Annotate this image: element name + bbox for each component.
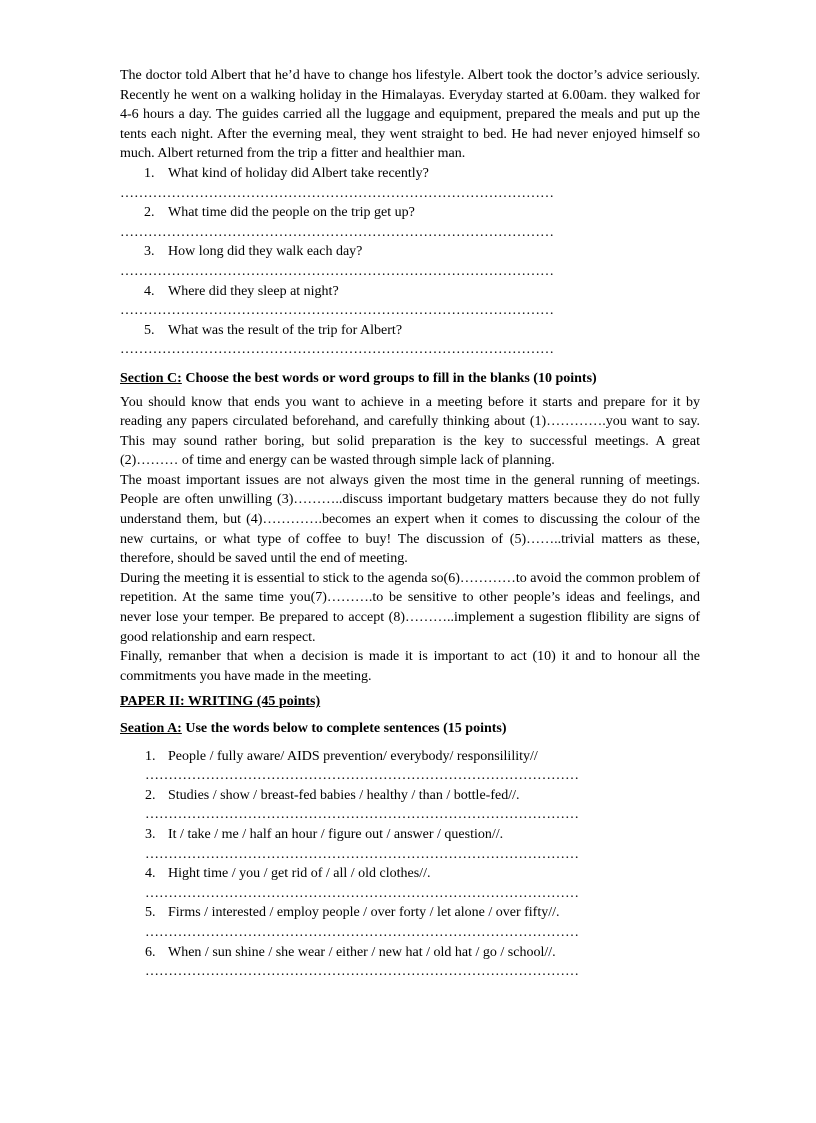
section-c-heading <box>120 369 700 389</box>
question-text: How long did they walk each day? <box>168 244 363 260</box>
writing-item <box>120 903 700 923</box>
writing-item <box>120 747 700 767</box>
item-prompt: Firms / interested / employ people / over forty / let alone / over fifty//. <box>168 905 560 921</box>
reading-passage: The doctor told Albert that he’d have to change hos lifestyle. Albert took the doctor’s advice seriously. Recently he went on a walking holiday in the Himalayas. Everyday started at 6.00am. they walked for 4-6 hours a day. The guides carried all the luggage and equipment, prepared the meals and put up the tents each night. After the everning meal, they went straight to bed. He had never enjoyed himself so much. Albert returned from the trip a fitter and healthier man. <box>120 68 700 162</box>
cloze-paragraph: Finally, remanber that when a decision is made it is important to act (10) it and to honour all the commitments you have made in the meeting. <box>120 649 700 684</box>
answer-line[interactable]: ………………………………………………………………………………… <box>120 185 554 201</box>
section-c-title: Choose the best words or word groups to fill in the blanks (10 points) <box>181 370 597 386</box>
item-number: 1. <box>145 748 156 764</box>
question-text: What was the result of the trip for Albert? <box>168 322 403 338</box>
answer-line[interactable]: ………………………………………………………………………………… <box>120 224 554 240</box>
section-a-title: Use the words below to complete sentences (15 points) <box>181 721 507 736</box>
item-prompt: It / take / me / half an hour / figure out / answer / question//. <box>168 826 504 842</box>
paper2-heading <box>120 692 700 712</box>
question-number: 4. <box>144 283 155 299</box>
item-prompt: People / fully aware/ AIDS prevention/ everybody/ responsilility// <box>168 748 538 764</box>
writing-item <box>120 943 700 963</box>
question-item <box>120 242 700 262</box>
item-number: 4. <box>145 866 156 882</box>
item-number: 5. <box>145 905 156 921</box>
writing-item <box>120 864 700 884</box>
answer-line[interactable]: ………………………………………………………………………………… <box>145 768 579 784</box>
item-number: 2. <box>145 787 156 803</box>
answer-line[interactable]: ………………………………………………………………………………… <box>120 263 554 279</box>
writing-item <box>120 825 700 845</box>
section-a-heading <box>120 719 700 739</box>
item-prompt: Studies / show / breast-fed babies / healthy / than / bottle-fed//. <box>168 787 520 803</box>
item-prompt: Hight time / you / get rid of / all / old clothes//. <box>168 866 431 882</box>
answer-line[interactable]: ………………………………………………………………………………… <box>145 846 579 862</box>
question-item <box>120 164 700 184</box>
question-item <box>120 282 700 302</box>
answer-line[interactable]: ………………………………………………………………………………… <box>145 807 579 823</box>
item-number: 3. <box>145 826 156 842</box>
item-number: 6. <box>145 944 156 960</box>
question-text: What time did the people on the trip get up? <box>168 205 415 221</box>
cloze-paragraph: During the meeting it is essential to stick to the agenda so(6)…………to avoid the common problem of repetition. At the same time you(7)……….to be sensitive to other people’s ideas and feelings, and never lose your temper. Be prepared to accept (8)………..implement a sugestion flibility are signs of good relationship and earn respect. <box>120 570 700 645</box>
question-number: 3. <box>144 244 155 260</box>
cloze-paragraph: You should know that ends you want to achieve in a meeting before it starts and prepare for it by reading any papers circulated beforehand, and carefully thinking about (1)………….you want to say. This may sound rather boring, but solid preparation is the key to successful meetings. A great (2)……… of time and energy can be wasted through simple lack of planning. <box>120 394 700 469</box>
question-item <box>120 321 700 341</box>
answer-line[interactable]: ………………………………………………………………………………… <box>145 924 579 940</box>
reading-questions <box>120 164 700 360</box>
writing-item <box>120 786 700 806</box>
question-text: What kind of holiday did Albert take recently? <box>168 165 429 181</box>
answer-line[interactable]: ………………………………………………………………………………… <box>120 303 554 319</box>
section-a-label: Seation A: <box>120 721 182 736</box>
item-prompt: When / sun shine / she wear / either / new hat / old hat / go / school//. <box>168 944 556 960</box>
cloze-paragraph: The moast important issues are not always given the most time in the general running of meetings. People are often unwilling (3)………..discuss important budgetary matters because they do not fully understand them, but (4)………….becomes an expert when it comes to discussing the colour of the new curtains, or what type of coffee to buy! The discussion of (5)……..trivial matters as these, therefore, should be saved until the end of meeting. <box>120 472 700 567</box>
cloze-passage <box>120 393 700 687</box>
question-number: 2. <box>144 205 155 221</box>
question-number: 5. <box>144 322 155 338</box>
section-c-label: Section C: <box>120 370 182 386</box>
worksheet-page <box>120 66 700 982</box>
paper2-title: PAPER II: WRITING (45 points) <box>120 694 321 710</box>
answer-line[interactable]: ………………………………………………………………………………… <box>145 885 579 901</box>
question-item <box>120 203 700 223</box>
question-text: Where did they sleep at night? <box>168 283 339 299</box>
answer-line[interactable]: ………………………………………………………………………………… <box>120 342 554 358</box>
writing-items <box>120 747 700 982</box>
question-number: 1. <box>144 165 155 181</box>
answer-line[interactable]: ………………………………………………………………………………… <box>145 964 579 980</box>
